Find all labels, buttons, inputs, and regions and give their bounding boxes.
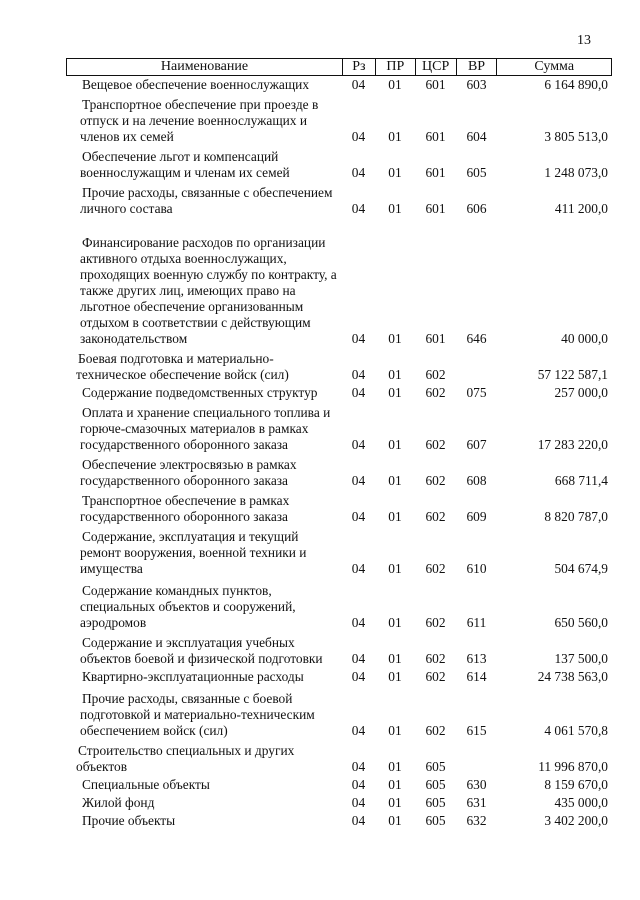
- header-vr: ВР: [456, 59, 497, 75]
- table-row: [66, 669, 612, 685]
- row-name: Вещевое обеспечение военнослужащих: [82, 77, 310, 92]
- table-row: [66, 351, 612, 383]
- row-csr: 602: [425, 473, 446, 488]
- row-csr: 601: [425, 165, 446, 180]
- row-name: Содержание командных пунктов, специальных объектов и сооружений, аэродромов: [80, 583, 296, 630]
- row-rz: 04: [351, 385, 366, 400]
- row-sum: 3 805 513,0: [544, 129, 608, 144]
- row-rz: 04: [351, 437, 366, 452]
- row-pr: 01: [388, 795, 402, 810]
- row-pr: 01: [388, 509, 402, 524]
- row-sum: 668 711,4: [554, 473, 608, 488]
- row-sum: 504 674,9: [554, 561, 608, 576]
- row-name: Квартирно-эксплуатационные расходы: [82, 669, 304, 684]
- row-sum: 137 500,0: [554, 651, 608, 666]
- row-name: Боевая подготовка и материально-техническое обеспечение войск (сил): [76, 351, 289, 382]
- row-rz: 04: [351, 759, 366, 774]
- table-row: [66, 385, 612, 401]
- page-number: 13: [577, 33, 591, 48]
- row-sum: 40 000,0: [561, 331, 608, 346]
- row-csr: 605: [425, 777, 446, 792]
- table-row: [66, 457, 612, 489]
- header-csr: ЦСР: [415, 59, 456, 75]
- row-csr: 602: [425, 385, 446, 400]
- row-csr: 601: [425, 331, 446, 346]
- row-name: Обеспечение льгот и компенсаций военнослужащим и членам их семей: [80, 149, 290, 180]
- row-vr: 607: [466, 437, 487, 452]
- row-rz: 04: [351, 651, 366, 666]
- row-name: Оплата и хранение специального топлива и горюче-смазочных материалов в рамках государственного оборонного заказа: [80, 405, 331, 452]
- row-pr: 01: [388, 473, 402, 488]
- row-name: Специальные объекты: [82, 777, 210, 792]
- row-sum: 411 200,0: [554, 201, 608, 216]
- row-pr: 01: [388, 723, 402, 738]
- row-pr: 01: [388, 385, 402, 400]
- row-pr: 01: [388, 615, 402, 630]
- row-vr: 646: [466, 331, 487, 346]
- table-row: [66, 813, 612, 829]
- row-pr: 01: [388, 201, 402, 216]
- table-row: [66, 97, 612, 145]
- row-sum: 6 164 890,0: [544, 77, 608, 92]
- table-row: [66, 235, 612, 347]
- row-vr: 613: [466, 651, 487, 666]
- row-rz: 04: [351, 615, 366, 630]
- row-vr: 631: [466, 795, 487, 810]
- row-pr: 01: [388, 331, 402, 346]
- row-rz: 04: [351, 129, 366, 144]
- row-sum: 24 738 563,0: [537, 669, 608, 684]
- row-csr: 602: [425, 651, 446, 666]
- table-row: [66, 185, 612, 217]
- row-vr: 075: [466, 385, 487, 400]
- row-pr: 01: [388, 813, 402, 828]
- row-csr: 602: [425, 723, 446, 738]
- row-csr: 605: [425, 813, 446, 828]
- row-rz: 04: [351, 813, 366, 828]
- table-row: [66, 77, 612, 93]
- table-row: [66, 635, 612, 667]
- row-csr: 602: [425, 509, 446, 524]
- row-sum: 257 000,0: [554, 385, 608, 400]
- row-csr: 605: [425, 795, 446, 810]
- row-sum: 8 820 787,0: [544, 509, 608, 524]
- table-row: [66, 493, 612, 525]
- header-rz: Рз: [342, 59, 375, 75]
- row-pr: 01: [388, 651, 402, 666]
- row-rz: 04: [351, 331, 366, 346]
- row-pr: 01: [388, 561, 402, 576]
- row-csr: 601: [425, 77, 446, 92]
- row-csr: 602: [425, 561, 446, 576]
- row-vr: 611: [466, 615, 487, 630]
- row-pr: 01: [388, 759, 402, 774]
- table-row: [66, 149, 612, 181]
- row-pr: 01: [388, 669, 402, 684]
- row-sum: 650 560,0: [554, 615, 608, 630]
- table-row: [66, 795, 612, 811]
- row-rz: 04: [351, 509, 366, 524]
- row-csr: 602: [425, 669, 446, 684]
- row-rz: 04: [351, 669, 366, 684]
- table-row: [66, 743, 612, 775]
- row-rz: 04: [351, 795, 366, 810]
- row-rz: 04: [351, 77, 366, 92]
- row-csr: 601: [425, 201, 446, 216]
- table-row: [66, 405, 612, 453]
- row-csr: 602: [425, 437, 446, 452]
- header-pr: ПР: [375, 59, 415, 75]
- row-vr: 615: [466, 723, 487, 738]
- row-rz: 04: [351, 723, 366, 738]
- row-rz: 04: [351, 201, 366, 216]
- row-pr: 01: [388, 129, 402, 144]
- row-vr: 610: [466, 561, 487, 576]
- row-name: Содержание подведомственных структур: [82, 385, 318, 400]
- row-name: Прочие расходы, связанные с боевой подготовкой и материально-техническим обеспечением войск (сил): [80, 691, 315, 738]
- table-header: [66, 58, 612, 76]
- row-vr: 609: [466, 509, 487, 524]
- row-name: Финансирование расходов по организации активного отдыха военнослужащих, проходящих военную службу по контракту, а также других лиц, имеющих право на льготное обеспечение организованным отдыхом в соответствии с действующим законодательством: [80, 235, 337, 346]
- row-vr: 630: [466, 777, 487, 792]
- row-sum: 435 000,0: [554, 795, 608, 810]
- row-sum: 11 996 870,0: [538, 759, 608, 774]
- row-vr: 605: [466, 165, 487, 180]
- budget-table: [66, 58, 612, 831]
- row-vr: 604: [466, 129, 487, 144]
- row-name: Строительство специальных и других объектов: [76, 743, 295, 774]
- row-vr: 632: [466, 813, 487, 828]
- row-name: Жилой фонд: [82, 795, 155, 810]
- row-rz: 04: [351, 473, 366, 488]
- row-pr: 01: [388, 367, 402, 382]
- row-pr: 01: [388, 437, 402, 452]
- row-sum: 4 061 570,8: [544, 723, 608, 738]
- row-csr: 605: [425, 759, 446, 774]
- row-csr: 602: [425, 615, 446, 630]
- row-pr: 01: [388, 777, 402, 792]
- table-row: [66, 777, 612, 793]
- table-row: [66, 529, 612, 577]
- row-vr: 608: [466, 473, 487, 488]
- row-vr: 606: [466, 201, 487, 216]
- row-pr: 01: [388, 165, 402, 180]
- row-pr: 01: [388, 77, 402, 92]
- table-row: [66, 583, 612, 631]
- row-csr: 602: [425, 367, 446, 382]
- row-name: Прочие расходы, связанные с обеспечением личного состава: [80, 185, 333, 216]
- header-name: Наименование: [160, 59, 249, 74]
- header-sum: Сумма: [496, 59, 611, 75]
- row-sum: 3 402 200,0: [544, 813, 608, 828]
- row-sum: 1 248 073,0: [544, 165, 608, 180]
- row-rz: 04: [351, 777, 366, 792]
- row-rz: 04: [351, 165, 366, 180]
- row-csr: 601: [425, 129, 446, 144]
- table-row: [66, 691, 612, 739]
- row-sum: 8 159 670,0: [544, 777, 608, 792]
- row-name: Транспортное обеспечение при проезде в отпуск и на лечение военнослужащих и членов их семей: [80, 97, 319, 144]
- row-name: Транспортное обеспечение в рамках государственного оборонного заказа: [80, 493, 290, 524]
- row-sum: 57 122 587,1: [537, 367, 608, 382]
- row-vr: 603: [466, 77, 487, 92]
- row-name: Содержание, эксплуатация и текущий ремонт вооружения, военной техники и имущества: [80, 529, 307, 576]
- row-vr: 614: [466, 669, 487, 684]
- row-name: Обеспечение электросвязью в рамках государственного оборонного заказа: [80, 457, 297, 488]
- row-sum: 17 283 220,0: [537, 437, 608, 452]
- row-rz: 04: [351, 561, 366, 576]
- row-name: Содержание и эксплуатация учебных объектов боевой и физической подготовки: [80, 635, 323, 666]
- row-name: Прочие объекты: [82, 813, 176, 828]
- row-rz: 04: [351, 367, 366, 382]
